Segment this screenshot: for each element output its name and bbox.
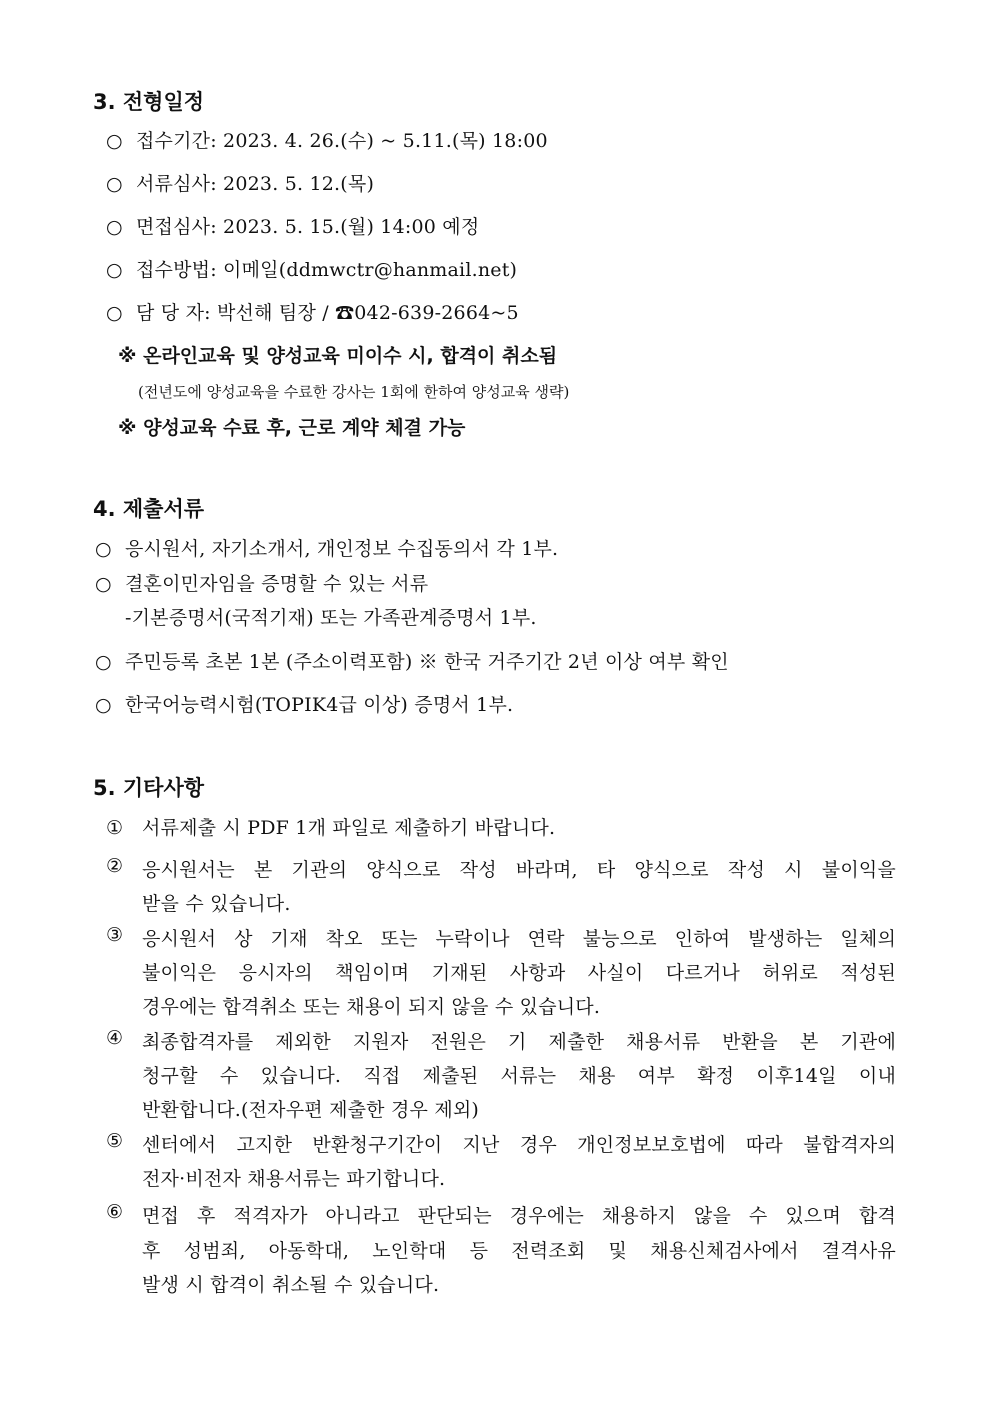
list-item-text: 청구할 수 있습니다. 직접 제출된 서류는 채용 여부 확정 이후14일 이내 bbox=[142, 1065, 896, 1087]
circle-bullet-icon: ○ bbox=[95, 694, 112, 716]
circle-bullet-icon: ○ bbox=[106, 259, 123, 281]
circle-bullet-icon: ○ bbox=[106, 302, 123, 324]
list-item-text: 응시원서, 자기소개서, 개인정보 수집동의서 각 1부. bbox=[125, 538, 559, 560]
circled-number-3: ③ bbox=[106, 924, 124, 946]
circled-number-2: ② bbox=[106, 855, 124, 877]
list-item bbox=[95, 534, 558, 561]
list-item-text: 면접심사: 2023. 5. 15.(월) 14:00 예정 bbox=[136, 216, 480, 238]
list-item-text: -기본증명서(국적기재) 또는 가족관계증명서 1부. bbox=[125, 607, 537, 629]
circle-bullet-icon: ○ bbox=[106, 173, 123, 195]
list-item-text: 접수방법: 이메일(ddmwctr@hanmail.net) bbox=[136, 259, 518, 281]
section5-title: 5. 기타사항 bbox=[93, 776, 205, 800]
section4-title: 4. 제출서류 bbox=[93, 497, 205, 521]
list-item-text: 전자·비전자 채용서류는 파기합니다. bbox=[142, 1168, 446, 1190]
list-item-text: 결혼이민자임을 증명할 수 있는 서류 bbox=[125, 573, 429, 595]
list-item bbox=[106, 298, 519, 325]
list-item-text: 받을 수 있습니다. bbox=[142, 893, 291, 915]
list-item-text: 응시원서는 본 기관의 양식으로 작성 바라며, 타 양식으로 작성 시 불이익을 bbox=[142, 859, 896, 881]
list-item bbox=[95, 690, 513, 717]
note-cancellation: ※ 온라인교육 및 양성교육 미이수 시, 합격이 취소됨 bbox=[118, 345, 558, 367]
list-item-text: 발생 시 합격이 취소될 수 있습니다. bbox=[142, 1274, 440, 1296]
list-item-text: 응시원서 상 기재 착오 또는 누락이나 연락 불능으로 인하여 발생하는 일체의 bbox=[142, 928, 896, 950]
list-item-text: 한국어능력시험(TOPIK4급 이상) 증명서 1부. bbox=[125, 694, 514, 716]
list-item bbox=[106, 212, 479, 239]
list-item bbox=[95, 647, 729, 674]
list-item-text: 면접 후 적격자가 아니라고 판단되는 경우에는 채용하지 않을 수 있으며 합격 bbox=[142, 1205, 896, 1227]
note-contract: ※ 양성교육 수료 후, 근로 계약 체결 가능 bbox=[118, 417, 466, 439]
list-item-text: 후 성범죄, 아동학대, 노인학대 등 전력조회 및 채용신체검사에서 결격사유 bbox=[142, 1240, 896, 1262]
list-item bbox=[106, 169, 374, 196]
section3-title: 3. 전형일정 bbox=[93, 90, 205, 114]
circle-bullet-icon: ○ bbox=[95, 573, 112, 595]
circled-number-6: ⑥ bbox=[106, 1201, 124, 1223]
list-item-text: 반환합니다.(전자우편 제출한 경우 제외) bbox=[142, 1099, 480, 1121]
circle-bullet-icon: ○ bbox=[106, 216, 123, 238]
list-item bbox=[106, 813, 555, 840]
circle-bullet-icon: ○ bbox=[95, 538, 112, 560]
circle-bullet-icon: ○ bbox=[95, 651, 112, 673]
list-item-text: 주민등록 초본 1본 (주소이력포함) ※ 한국 거주기간 2년 이상 여부 확인 bbox=[125, 651, 729, 673]
list-item bbox=[95, 569, 428, 596]
list-item-text: 최종합격자를 제외한 지원자 전원은 기 제출한 채용서류 반환을 본 기관에 bbox=[142, 1031, 896, 1053]
list-item-text: 경우에는 합격취소 또는 채용이 되지 않을 수 있습니다. bbox=[142, 996, 601, 1018]
note-exemption: (전년도에 양성교육을 수료한 강사는 1회에 한하여 양성교육 생략) bbox=[138, 383, 570, 401]
list-item-text: 담 당 자: 박선해 팀장 / ☎042-639-2664~5 bbox=[136, 302, 519, 324]
list-item-text: 서류제출 시 PDF 1개 파일로 제출하기 바랍니다. bbox=[142, 817, 556, 839]
circled-number-4: ④ bbox=[106, 1027, 124, 1049]
circled-number-1: ① bbox=[106, 817, 124, 839]
list-item bbox=[106, 126, 548, 153]
list-item bbox=[106, 255, 517, 282]
circled-number-5: ⑤ bbox=[106, 1130, 124, 1152]
list-item-text: 접수기간: 2023. 4. 26.(수) ~ 5.11.(목) 18:00 bbox=[136, 130, 548, 152]
list-item-text: 서류심사: 2023. 5. 12.(목) bbox=[136, 173, 375, 195]
list-item bbox=[95, 603, 537, 630]
list-item-text: 불이익은 응시자의 책임이며 기재된 사항과 사실이 다르거나 허위로 적성된 bbox=[142, 962, 896, 984]
circle-bullet-icon: ○ bbox=[106, 130, 123, 152]
list-item-text: 센터에서 고지한 반환청구기간이 지난 경우 개인정보보호법에 따라 불합격자의 bbox=[142, 1134, 896, 1156]
